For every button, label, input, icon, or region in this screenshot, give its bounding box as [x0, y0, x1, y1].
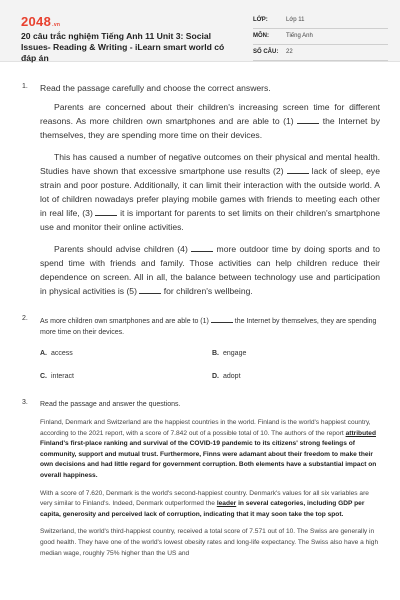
passage-paragraph: [40, 418, 382, 482]
passage-text: With a score of 7.620, Denmark is the world's second-happiest country. Denmark's values for all six variables are very similar to Finland's. Indeed, Denmark outperformed the: [40, 489, 369, 508]
option-letter: B.: [212, 350, 219, 357]
meta-value: Lớp 11: [286, 17, 305, 23]
meta-table: [253, 14, 388, 62]
question-1-number: 1.: [22, 83, 28, 90]
meta-value: 22: [286, 49, 293, 55]
question-text: the Internet by themselves, they are spending more time on their devices.: [40, 318, 377, 336]
underlined-word: attributed: [345, 429, 376, 437]
option-text: interact: [51, 373, 74, 380]
passage-text: This has caused a number of negative outcomes on their physical and mental health. Studies have shown that excessive smartphone use results (2): [40, 152, 380, 176]
question-1-passage: [40, 100, 380, 306]
blank-1: [211, 315, 233, 323]
site-logo[interactable]: [21, 14, 60, 29]
question-2-text: [40, 315, 385, 338]
blank-1: [297, 116, 319, 124]
option-text: access: [51, 350, 73, 357]
bold-text: in several categories, including GDP per capita, generosity and perceived lack of corruption, indicating that it may soon take the top spot.: [40, 500, 365, 518]
passage-text: Parents should advise children (4): [54, 244, 188, 254]
option-a[interactable]: [40, 350, 73, 357]
question-3-number: 3.: [22, 399, 28, 406]
blank-5: [139, 286, 161, 294]
logo-main: 2048: [21, 14, 52, 29]
option-text: engage: [223, 350, 247, 357]
meta-key: SỐ CÂU:: [253, 49, 279, 55]
option-text: adopt: [223, 373, 241, 380]
question-3-instruction: Read the passage and answer the questions.: [40, 401, 181, 408]
passage-paragraph: [40, 150, 380, 234]
passage-text: the Internet by themselves, they are spending more time on their devices.: [40, 116, 381, 140]
meta-value: Tiếng Anh: [286, 33, 313, 39]
passage-text: Switzerland, the world's third-happiest country, received a total score of 7.571 out of 10. The Swiss are generally in good health. They have one of the world's lowest obesity rates and long-life expectancy. The Swiss also have a high median wage, roughly 75% higher than the US and: [40, 528, 379, 557]
meta-key: LỚP:: [253, 17, 268, 23]
logo-sub: .vn: [52, 22, 61, 28]
passage-text: it is important for parents to set limits on their children's smartphone use and monitor their online activities.: [40, 208, 380, 232]
meta-row-subject: [253, 30, 388, 45]
passage-text: Finland, Denmark and Switzerland are the happiest countries in the world. Finland is the world's happiest country, according to the 2021 report, with a score of 7.842 out of a possible total of 10. The authors of the report: [40, 419, 371, 437]
document-header: [0, 0, 400, 62]
passage-text: lack of sleep, eye strain and poor posture. Additionally, it can limit their interaction with the outside world. A lot of children nowadays prefer playing mobile games with friends to meeting each other in real life, (3): [40, 166, 381, 218]
passage-paragraph: [40, 489, 382, 521]
meta-row-count: [253, 46, 388, 61]
passage-paragraph: [40, 242, 380, 298]
passage-paragraph: [40, 527, 382, 559]
meta-key: MÔN:: [253, 33, 269, 39]
question-1-instruction: Read the passage carefully and choose the correct answers.: [40, 83, 271, 93]
option-letter: D.: [212, 373, 219, 380]
question-text: As more children own smartphones and are able to (1): [40, 318, 209, 325]
question-3-passage: [40, 418, 382, 566]
bold-text: Finland's first-place ranking and survival of the COVID-19 pandemic to its citizens' strong feelings of community, support and mutual trust. Furthermore, Finns were adamant about their freedom to make their own decisions and had little regard for government corruption. Both elements have a substantial impact on overall happiness.: [40, 440, 377, 479]
question-2-number: 2.: [22, 315, 28, 322]
blank-3: [95, 208, 117, 216]
blank-2: [287, 166, 309, 174]
blank-4: [191, 244, 213, 252]
option-c[interactable]: [40, 373, 74, 380]
passage-text: more outdoor time by doing sports and to spend time with friends and family. Those activities can help children reduce their dependence on screen. All in all, the balance between technology use and participation in physical activities is (5): [40, 244, 380, 296]
passage-text: for children's wellbeing.: [163, 286, 253, 296]
option-d[interactable]: [212, 373, 241, 380]
document-title: 20 câu trắc nghiệm Tiếng Anh 11 Unit 3: Social Issues- Reading & Writing - iLearn smart world có đáp án: [21, 31, 225, 63]
meta-row-class: [253, 14, 388, 29]
option-b[interactable]: [212, 350, 246, 357]
option-letter: A.: [40, 350, 47, 357]
passage-paragraph: [40, 100, 380, 142]
option-letter: C.: [40, 373, 47, 380]
underlined-word: leader: [216, 500, 237, 508]
passage-text: Parents are concerned about their children's increasing screen time for different reasons. As more children own smartphones and are able to (1): [40, 102, 380, 126]
